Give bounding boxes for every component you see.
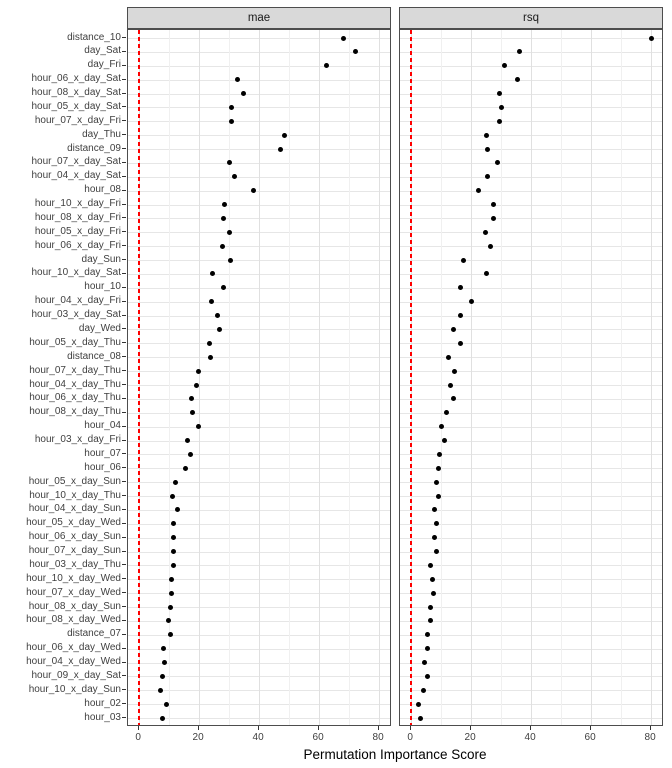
data-point <box>229 119 234 124</box>
y-axis-label: hour_07_x_day_Fri <box>34 114 121 126</box>
data-point <box>324 63 329 68</box>
y-axis-tick <box>122 134 126 135</box>
data-point <box>434 521 439 526</box>
y-axis-label: day_Fri <box>87 59 121 71</box>
y-axis-label: hour_07_x_day_Sat <box>31 156 121 168</box>
x-axis-tick-label: 80 <box>372 732 384 743</box>
y-axis-label: hour_03_x_day_Fri <box>34 434 121 446</box>
y-axis-tick <box>122 328 126 329</box>
y-axis-label: hour_09_x_day_Sat <box>31 669 121 681</box>
y-axis-tick <box>122 412 126 413</box>
data-point <box>458 285 463 290</box>
y-axis-tick <box>122 440 126 441</box>
data-point <box>422 660 427 665</box>
y-axis-label: hour_04_x_day_Wed <box>26 656 121 668</box>
data-point <box>222 202 227 207</box>
y-axis-label: hour_07_x_day_Sun <box>28 545 121 557</box>
data-point <box>158 688 163 693</box>
data-point <box>168 632 173 637</box>
y-axis-tick <box>122 217 126 218</box>
y-axis-label: hour_05_x_day_Sun <box>28 475 121 487</box>
data-point <box>171 521 176 526</box>
y-axis-label: distance_10 <box>67 31 121 43</box>
y-axis-label: hour_04_x_day_Thu <box>29 378 121 390</box>
x-axis-tick-label: 60 <box>312 732 324 743</box>
y-axis-label: hour_07 <box>84 447 121 459</box>
x-axis-tick <box>138 726 139 730</box>
data-point <box>517 49 522 54</box>
data-point <box>208 355 213 360</box>
y-axis-tick <box>122 634 126 635</box>
y-axis-tick <box>122 509 126 510</box>
y-axis-tick <box>122 398 126 399</box>
y-axis-tick <box>122 120 126 121</box>
y-axis-label: hour_05_x_day_Fri <box>34 225 121 237</box>
y-axis-tick <box>122 620 126 621</box>
y-axis-label: hour_03_x_day_Thu <box>29 558 121 570</box>
facet-strip-mae-label: mae <box>247 12 271 24</box>
data-point <box>499 105 504 110</box>
data-point <box>425 632 430 637</box>
y-axis-tick <box>122 703 126 704</box>
data-point <box>229 105 234 110</box>
gridline-major <box>259 30 260 725</box>
data-point <box>232 174 237 179</box>
data-point <box>353 49 358 54</box>
zero-reference-line <box>410 30 412 725</box>
data-point <box>497 119 502 124</box>
data-point <box>436 494 441 499</box>
y-axis-label: distance_07 <box>67 628 121 640</box>
data-point <box>169 577 174 582</box>
y-axis-tick <box>122 287 126 288</box>
x-axis-tick <box>410 726 411 730</box>
y-axis-label: hour_04 <box>84 420 121 432</box>
y-axis-tick <box>122 51 126 52</box>
data-point <box>444 410 449 415</box>
y-axis-tick <box>122 106 126 107</box>
data-point <box>217 327 222 332</box>
data-point <box>207 341 212 346</box>
x-axis-tick <box>258 726 259 730</box>
data-point <box>432 507 437 512</box>
data-point <box>160 716 165 721</box>
gridline-major <box>379 30 380 725</box>
data-point <box>169 591 174 596</box>
y-axis-tick <box>122 675 126 676</box>
y-axis-label: hour_10_x_day_Thu <box>29 489 121 501</box>
y-axis-label: hour_06_x_day_Wed <box>26 642 121 654</box>
data-point <box>484 133 489 138</box>
y-axis-label: day_Sun <box>81 253 121 265</box>
x-axis-tick <box>378 726 379 730</box>
gridline-minor <box>501 30 502 725</box>
data-point <box>451 396 456 401</box>
data-point <box>484 271 489 276</box>
x-axis-tick <box>530 726 531 730</box>
y-axis-label: hour_08_x_day_Thu <box>29 406 121 418</box>
gridline-major <box>319 30 320 725</box>
data-point <box>452 369 457 374</box>
data-point <box>448 383 453 388</box>
y-axis-tick <box>122 523 126 524</box>
data-point <box>485 174 490 179</box>
data-point <box>446 355 451 360</box>
x-axis-tick <box>470 726 471 730</box>
y-axis-tick <box>122 245 126 246</box>
y-axis-label: hour_06_x_day_Sun <box>28 531 121 543</box>
data-point <box>175 507 180 512</box>
y-axis-tick <box>122 148 126 149</box>
y-axis-tick <box>122 273 126 274</box>
data-point <box>227 230 232 235</box>
data-point <box>434 480 439 485</box>
y-axis-tick <box>122 606 126 607</box>
data-point <box>485 147 490 152</box>
data-point <box>196 424 201 429</box>
y-axis-tick <box>122 65 126 66</box>
data-point <box>439 424 444 429</box>
gridline-minor <box>621 30 622 725</box>
y-axis-label: hour_08_x_day_Sat <box>31 87 121 99</box>
data-point <box>162 660 167 665</box>
data-point <box>432 535 437 540</box>
y-axis-tick <box>122 564 126 565</box>
data-point <box>194 383 199 388</box>
data-point <box>421 688 426 693</box>
y-axis-tick <box>122 662 126 663</box>
y-axis-tick <box>122 37 126 38</box>
data-point <box>515 77 520 82</box>
data-point <box>170 494 175 499</box>
y-axis-tick <box>122 495 126 496</box>
y-axis-label: hour_03 <box>84 711 121 723</box>
data-point <box>241 91 246 96</box>
x-axis-tick-label: 80 <box>644 732 656 743</box>
data-point <box>282 133 287 138</box>
y-axis <box>0 29 121 726</box>
y-axis-tick <box>122 370 126 371</box>
y-axis-label: hour_08 <box>84 184 121 196</box>
data-point <box>431 591 436 596</box>
x-axis-tick <box>318 726 319 730</box>
data-point <box>168 605 173 610</box>
facet-strip-rsq-label: rsq <box>523 12 539 24</box>
data-point <box>425 646 430 651</box>
y-axis-label: hour_06_x_day_Thu <box>29 392 121 404</box>
gridline-major <box>591 30 592 725</box>
data-point <box>430 577 435 582</box>
x-axis-title: Permutation Importance Score <box>303 747 487 762</box>
data-point <box>434 549 439 554</box>
data-point <box>428 605 433 610</box>
y-axis-tick <box>122 342 126 343</box>
y-axis-tick <box>122 301 126 302</box>
data-point <box>161 646 166 651</box>
x-axis-tick-label: 0 <box>135 732 141 743</box>
data-point <box>428 563 433 568</box>
data-point <box>428 618 433 623</box>
data-point <box>451 327 456 332</box>
y-axis-label: hour_02 <box>84 697 121 709</box>
data-point <box>649 36 654 41</box>
y-axis-label: hour_06_x_day_Fri <box>34 239 121 251</box>
data-point <box>458 341 463 346</box>
data-point <box>164 702 169 707</box>
y-axis-tick <box>122 231 126 232</box>
y-axis-tick <box>122 537 126 538</box>
panel-mae <box>127 29 391 726</box>
data-point <box>458 313 463 318</box>
y-axis-label: hour_05_x_day_Sat <box>31 100 121 112</box>
y-axis-label: hour_04_x_day_Fri <box>34 295 121 307</box>
data-point <box>188 452 193 457</box>
y-axis-label: hour_05_x_day_Wed <box>26 517 121 529</box>
data-point <box>491 216 496 221</box>
data-point <box>278 147 283 152</box>
data-point <box>495 160 500 165</box>
y-axis-tick <box>122 689 126 690</box>
y-axis-tick <box>122 717 126 718</box>
y-axis-tick <box>122 467 126 468</box>
data-point <box>227 160 232 165</box>
gridline-minor <box>561 30 562 725</box>
y-axis-label: hour_07_x_day_Thu <box>29 364 121 376</box>
data-point <box>171 549 176 554</box>
y-axis-tick <box>122 648 126 649</box>
x-axis-tick-label: 40 <box>524 732 536 743</box>
data-point <box>173 480 178 485</box>
gridline-minor <box>441 30 442 725</box>
y-axis-tick <box>122 356 126 357</box>
data-point <box>196 369 201 374</box>
y-axis-label: hour_07_x_day_Wed <box>26 586 121 598</box>
y-axis-tick <box>122 578 126 579</box>
y-axis-label: hour_08_x_day_Wed <box>26 614 121 626</box>
data-point <box>171 535 176 540</box>
zero-reference-line <box>138 30 140 725</box>
y-axis-tick <box>122 453 126 454</box>
y-axis-tick <box>122 592 126 593</box>
data-point <box>210 271 215 276</box>
y-axis-tick <box>122 551 126 552</box>
data-point <box>461 258 466 263</box>
data-point <box>341 36 346 41</box>
y-axis-label: hour_04_x_day_Sun <box>28 503 121 515</box>
y-axis-tick <box>122 162 126 163</box>
y-axis-tick <box>122 79 126 80</box>
data-point <box>425 674 430 679</box>
gridline-minor <box>289 30 290 725</box>
y-axis-tick <box>122 384 126 385</box>
data-point <box>221 285 226 290</box>
data-point <box>437 452 442 457</box>
data-point <box>483 230 488 235</box>
gridline-minor <box>349 30 350 725</box>
y-axis-tick <box>122 315 126 316</box>
y-axis-label: distance_08 <box>67 350 121 362</box>
data-point <box>220 244 225 249</box>
y-axis-label: hour_04_x_day_Sat <box>31 170 121 182</box>
y-axis-label: hour_08_x_day_Fri <box>34 211 121 223</box>
y-axis-tick <box>122 190 126 191</box>
x-axis-tick-label: 0 <box>407 732 413 743</box>
data-point <box>221 216 226 221</box>
y-axis-label: hour_10_x_day_Wed <box>26 572 121 584</box>
x-axis-tick-label: 20 <box>464 732 476 743</box>
y-axis-label: distance_09 <box>67 142 121 154</box>
data-point <box>442 438 447 443</box>
x-axis-tick-label: 40 <box>252 732 264 743</box>
gridline-major <box>531 30 532 725</box>
y-axis-label: day_Wed <box>78 322 121 334</box>
y-axis-tick <box>122 426 126 427</box>
gridline-major <box>199 30 200 725</box>
y-axis-label: hour_10_x_day_Sat <box>31 267 121 279</box>
data-point <box>183 466 188 471</box>
data-point <box>476 188 481 193</box>
data-point <box>160 674 165 679</box>
y-axis-tick <box>122 93 126 94</box>
data-point <box>502 63 507 68</box>
y-axis-label: hour_06 <box>84 461 121 473</box>
data-point <box>185 438 190 443</box>
y-axis-tick <box>122 481 126 482</box>
facet-strip-rsq <box>399 7 663 29</box>
y-axis-label: day_Thu <box>82 128 121 140</box>
x-axis-tick <box>198 726 199 730</box>
data-point <box>251 188 256 193</box>
x-axis-tick-label: 20 <box>192 732 204 743</box>
y-axis-label: hour_06_x_day_Sat <box>31 73 121 85</box>
data-point <box>209 299 214 304</box>
data-point <box>190 410 195 415</box>
data-point <box>171 563 176 568</box>
data-point <box>235 77 240 82</box>
y-axis-tick <box>122 204 126 205</box>
y-axis-label: day_Sat <box>84 45 121 57</box>
y-axis-label: hour_05_x_day_Thu <box>29 336 121 348</box>
data-point <box>215 313 220 318</box>
y-axis-label: hour_03_x_day_Sat <box>31 309 121 321</box>
data-point <box>189 396 194 401</box>
y-axis-label: hour_10_x_day_Sun <box>28 683 121 695</box>
y-axis-label: hour_10 <box>84 281 121 293</box>
data-point <box>469 299 474 304</box>
gridline-major <box>471 30 472 725</box>
y-axis-tick <box>122 259 126 260</box>
data-point <box>491 202 496 207</box>
y-axis-tick <box>122 176 126 177</box>
data-point <box>418 716 423 721</box>
data-point <box>228 258 233 263</box>
x-axis-tick <box>590 726 591 730</box>
gridline-minor <box>229 30 230 725</box>
y-axis-label: hour_10_x_day_Fri <box>34 198 121 210</box>
data-point <box>436 466 441 471</box>
data-point <box>416 702 421 707</box>
x-axis-tick-label: 60 <box>584 732 596 743</box>
gridline-major <box>651 30 652 725</box>
x-axis-tick <box>650 726 651 730</box>
y-axis-label: hour_08_x_day_Sun <box>28 600 121 612</box>
panel-rsq <box>399 29 663 726</box>
facet-strip-mae <box>127 7 391 29</box>
data-point <box>488 244 493 249</box>
